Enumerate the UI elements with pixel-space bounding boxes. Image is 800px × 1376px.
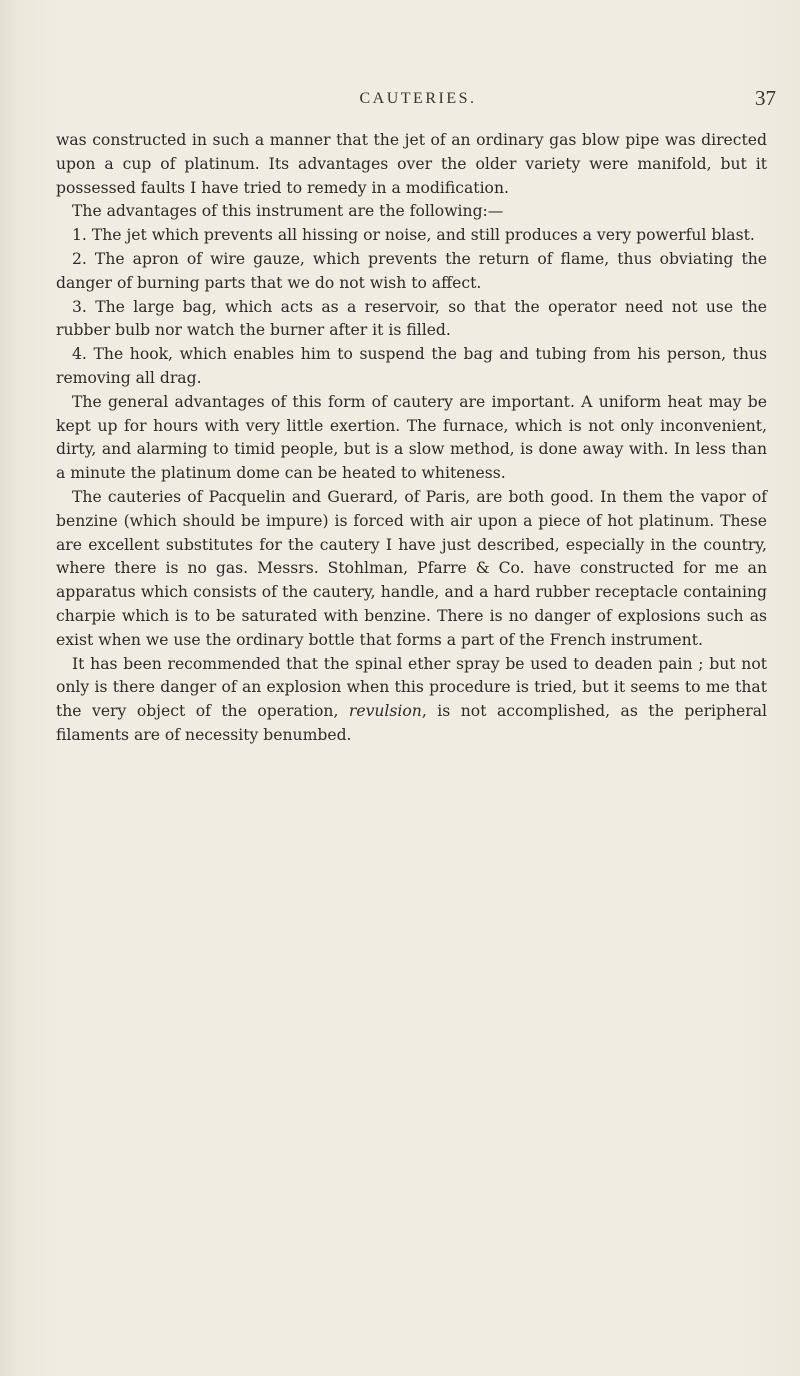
list-item: 4. The hook, which enables him to suspend the bag and tubing from his person, thus removing all drag. bbox=[56, 345, 767, 387]
list-item: 2. The apron of wire gauze, which prevents the return of flame, thus obviating the danger of burning parts that we do not wish to affect. bbox=[56, 249, 767, 292]
paragraph bbox=[56, 653, 767, 748]
list-item: 3. The large bag, which acts as a reservoir, so that the operator need not use the rubber bulb nor watch the burner after it is filled. bbox=[56, 297, 767, 340]
page-header bbox=[60, 86, 776, 116]
body-text bbox=[56, 129, 767, 748]
paragraph: The cauteries of Pacquelin and Guerard, of Paris, are both good. In them the vapor of benzine (which should be impure) is forced with air upon a piece of hot platinum. These are excellent substitutes for the cautery I have just described, especially in the country, where there is no gas. Messrs. Stohlman, Pfarre & Co. have constructed for me an apparatus which consists of the cautery, handle, and a hard rubber receptacle containing charpie which is to be saturated with benzine. There is no danger of explosions such as exist when we use the ordinary bottle that forms a part of the French instrument. bbox=[56, 487, 767, 649]
text-span: , is not accomplished, as the peripheral filaments are of necessity benumbed. bbox=[56, 702, 767, 744]
running-title: CAUTERIES. bbox=[359, 90, 477, 107]
paragraph: The advantages of this instrument are the following:— bbox=[72, 202, 504, 221]
list-item: 1. The jet which prevents all hissing or noise, and still produces a very powerful blast. bbox=[72, 226, 755, 245]
text-span: It has been recommended that the spinal ether spray be used to deaden pain ; but not only is there danger of an explosion when this procedure is tried, but it seems to me that the very object of the operation, bbox=[56, 654, 767, 721]
italic-term: revulsion bbox=[348, 702, 422, 721]
paragraph: was constructed in such a manner that the jet of an ordinary gas blow pipe was directed upon a cup of platinum. Its advantages over the older variety were manifold, but it possessed faults I have tried to remedy in a modification. bbox=[56, 131, 767, 197]
paragraph: The general advantages of this form of cautery are important. A uniform heat may be kept up for hours with very little exertion. The furnace, which is not only inconvenient, dirty, and alarming to timid people, but is a slow method, is done away with. In less than a minute the platinum dome can be heated to whiteness. bbox=[56, 392, 767, 483]
page-number: 37 bbox=[755, 86, 776, 110]
